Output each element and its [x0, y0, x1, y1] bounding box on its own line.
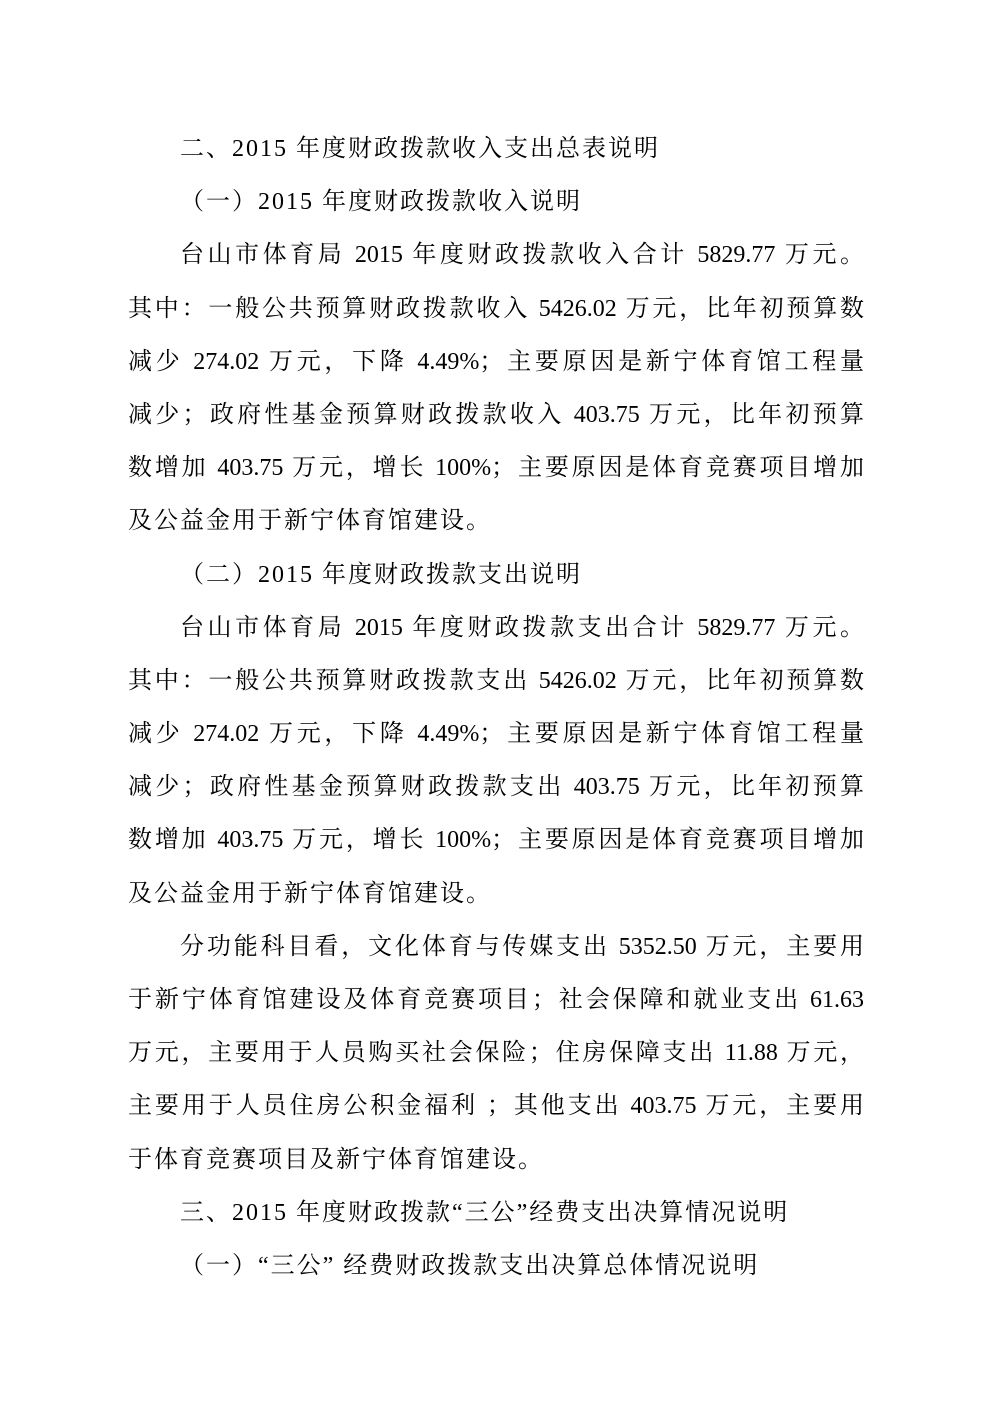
text-line: 减少 274.02 万元，下降 4.49%；主要原因是新宁体育馆工程量	[128, 348, 864, 375]
text-line: 台山市体育局 2015 年度财政拨款收入合计 5829.77 万元。	[180, 242, 864, 269]
text-line: （一）“三公” 经费财政拨款支出决算总体情况说明	[180, 1252, 760, 1279]
text-line: 于体育竞赛项目及新宁体育馆建设。	[128, 1146, 544, 1173]
text-line: （一）2015 年度财政拨款收入说明	[180, 189, 582, 216]
text-line: 万元，主要用于人员购买社会保险；住房保障支出 11.88 万元，	[128, 1040, 864, 1067]
text-line: 于新宁体育馆建设及体育竞赛项目；社会保障和就业支出 61.63	[128, 987, 864, 1013]
text-line: 减少 274.02 万元，下降 4.49%；主要原因是新宁体育馆工程量	[128, 721, 864, 748]
text-line: 其中：一般公共预算财政拨款支出 5426.02 万元，比年初预算数	[128, 667, 864, 694]
text-line: 数增加 403.75 万元，增长 100%；主要原因是体育竞赛项目增加	[128, 455, 864, 482]
text-line: 其中：一般公共预算财政拨款收入 5426.02 万元，比年初预算数	[128, 295, 864, 322]
text-line: 数增加 403.75 万元，增长 100%；主要原因是体育竞赛项目增加	[128, 827, 864, 854]
text-line: 台山市体育局 2015 年度财政拨款支出合计 5829.77 万元。	[180, 614, 864, 641]
text-line: 减少；政府性基金预算财政拨款收入 403.75 万元，比年初预算	[128, 401, 864, 428]
text-line: 主要用于人员住房公积金福利 ；其他支出 403.75 万元，主要用	[128, 1093, 864, 1120]
text-line: 减少；政府性基金预算财政拨款支出 403.75 万元，比年初预算	[128, 774, 864, 801]
text-line: 及公益金用于新宁体育馆建设。	[128, 508, 492, 535]
text-line: 分功能科目看，文化体育与传媒支出 5352.50 万元，主要用	[180, 933, 864, 960]
text-line: 二、2015 年度财政拨款收入支出总表说明	[180, 136, 660, 162]
text-line: （二）2015 年度财政拨款支出说明	[180, 561, 582, 588]
text-line: 三、2015 年度财政拨款“三公”经费支出决算情况说明	[180, 1199, 790, 1226]
document-body	[128, 123, 864, 1293]
text-line: 及公益金用于新宁体育馆建设。	[128, 880, 492, 907]
